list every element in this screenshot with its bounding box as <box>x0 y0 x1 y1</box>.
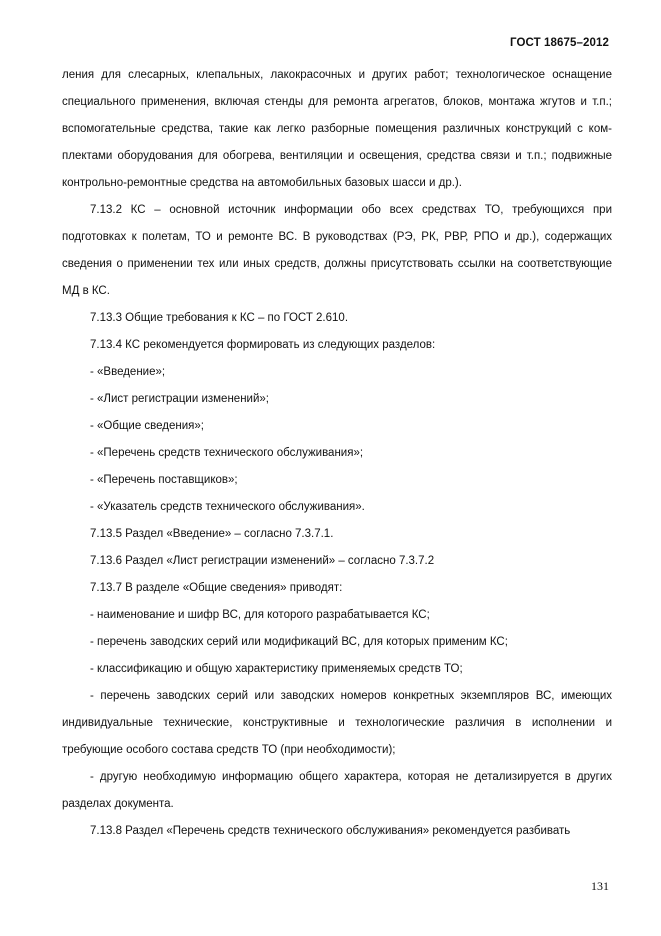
list-item: - «Лист регистрации изменений»; <box>90 393 269 405</box>
list-item: - «Перечень поставщиков»; <box>90 474 238 486</box>
list-item: - «Перечень средств технического обслуживания»; <box>90 447 364 459</box>
paragraph: 7.13.3 Общие требования к КС – по ГОСТ 2.610. <box>90 312 349 324</box>
paragraph: 7.13.5 Раздел «Введение» – согласно 7.3.7.1. <box>90 528 334 540</box>
paragraph: 7.13.7 В разделе «Общие сведения» приводят: <box>90 582 343 594</box>
paragraph: 7.13.8 Раздел «Перечень средств технического обслуживания» рекомендуется разбивать <box>90 825 571 837</box>
page-number: 131 <box>591 879 609 893</box>
list-item: - перечень заводских серий или модификаций ВС, для которых применим КС; <box>90 636 508 648</box>
document-body <box>62 62 612 845</box>
list-item: - перечень заводских серий или заводских номеров конкретных экземпляров ВС, имеющих индивидуальные технические, конструктивные и технологические различия в исполнении и требующие особого состава средств ТО (при необходимости); <box>62 690 612 756</box>
list-item: - наименование и шифр ВС, для которого разрабатывается КС; <box>90 609 430 621</box>
paragraph: 7.13.6 Раздел «Лист регистрации изменений» – согласно 7.3.7.2 <box>90 555 435 567</box>
list-item: - «Общие сведения»; <box>90 420 205 432</box>
list-item: - другую необходимую информацию общего характера, которая не детализируется в других разделах документа. <box>62 771 612 810</box>
list-item: - классификацию и общую характеристику применяемых средств ТО; <box>90 663 463 675</box>
page-header: ГОСТ 18675–2012 <box>509 37 609 49</box>
paragraph: 7.13.4 КС рекомендуется формировать из следующих разделов: <box>90 339 436 351</box>
list-item: - «Введение»; <box>90 366 166 378</box>
list-item: - «Указатель средств технического обслуживания». <box>90 501 365 513</box>
paragraph: ления для слесарных, клепальных, лакокрасочных и других работ; технологическое оснащение специального применения, включая стенды для ремонта агрегатов, блоков, монтажа жгутов и т.п.; вспомогательные средства, такие как легко разборные помещения различных конструкций с комплектами оборудования для обогрева, вентиляции и освещения, средства связи и т.п.; подвижные контрольно-ремонтные средства на автомобильных базовых шасси и др.). <box>62 69 612 189</box>
paragraph: 7.13.2 КС – основной источник информации обо всех средствах ТО, требующихся при подготовках к полетам, ТО и ремонте ВС. В руководствах (РЭ, РК, РВР, РПО и др.), содержащих сведения о применении тех или иных средств, должны присутствовать ссылки на соответствующие МД в КС. <box>62 204 612 297</box>
